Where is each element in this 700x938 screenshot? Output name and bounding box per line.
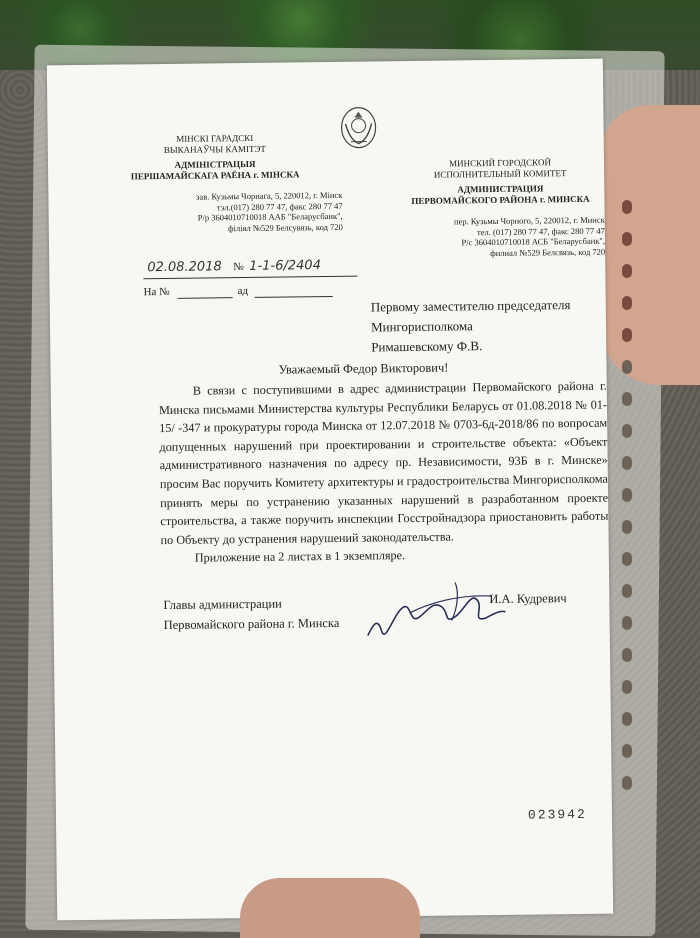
- left-address-line4: філіял №529 Белсувязь, код 720: [227, 221, 343, 233]
- addressee-line2: Мингорисполкома: [370, 318, 473, 335]
- left-header-line3: АДМІНІСТРАЦЫЯ: [174, 158, 256, 170]
- hand-thumb-right: [600, 105, 700, 385]
- reply-from-label: ад: [237, 284, 249, 298]
- belarus-emblem-icon: [339, 105, 378, 149]
- right-address-line2: тел. (017) 280 77 47, факс 280 77 47: [476, 225, 605, 237]
- right-address-line1: пер. Кузьмы Чорного, 5, 220012, г. Минск: [453, 214, 605, 227]
- handwritten-signature: [359, 572, 510, 644]
- reply-number-line: [178, 297, 233, 299]
- body-paragraph: В связи с поступившими в адрес администрации Первомайского района г. Минска письмами Министерства культуры Республики Беларусь от 01.08.2018 № 01-15/ -347 и прокуратуры города Минска от 12.07.2018 № 0703-6д-2018/86 по вопросам допущенных нарушений при проектировании и строительстве объекта: «Объект административного назначения по адресу пр. Независимости, 93Б в г. Минске» просим Вас поручить Комитету архитектуры и градостроительства Мингорисполкома принять меры по устранению указанных нарушений в разработанном проекте строительства, а также поручить инспекции Госстройнадзора приостановить работы по Объекту до устранения нарушений законодательства.: [158, 378, 609, 547]
- right-header-line1: МИНСКИЙ ГОРОДСКОЙ: [449, 157, 551, 169]
- right-header: [400, 157, 601, 207]
- left-header-line2: ВЫКАНАЎЧЫ КАМІТЭТ: [163, 143, 266, 156]
- addressee-line1: Первому заместителю председателя: [370, 297, 571, 315]
- left-header-line1: МІНСКІ ГАРАДСКІ: [176, 132, 254, 144]
- hand-fingers-bottom: [240, 878, 420, 938]
- left-address-line3: Р/р 3604010710018 ААБ "Беларусбанк",: [197, 210, 343, 223]
- document-serial-number: 023942: [527, 806, 587, 823]
- right-address: [405, 215, 605, 259]
- signer-name: И.А. Кудревич: [489, 591, 567, 607]
- signer-title-line1: Главы администрации: [163, 596, 282, 613]
- letter-page: [47, 59, 613, 921]
- greeting: Уважаемый Федор Викторович!: [278, 360, 449, 377]
- registration-line: [143, 276, 357, 280]
- registration-date: 02.08.2018: [147, 259, 222, 276]
- letter-body: [159, 377, 609, 568]
- reply-to-label: На №: [143, 285, 170, 299]
- left-address-line2: тэл.(017) 280 77 47, факс 280 77 47: [216, 200, 343, 212]
- right-header-line4: ПЕРВОМАЙСКОГО РАЙОНА г. МИНСКА: [411, 193, 590, 206]
- right-address-line3: Р/с 3604010710018 АСБ "Беларусбанк",: [461, 235, 606, 248]
- right-address-line4: филиал №529 Белсвязь, код 720: [490, 246, 606, 258]
- left-header-line4: ПЕРШАМАЙСКАГА РАЁНА г. МІНСКА: [130, 169, 300, 182]
- left-address: [142, 190, 342, 234]
- addressee-line3: Римашевскому Ф.В.: [371, 338, 483, 355]
- left-address-line1: зав. Кузьмы Чорнага, 5, 220012, г. Мінск: [195, 189, 343, 202]
- signer-title-line2: Первомайского района г. Минска: [163, 615, 340, 633]
- sleeve-punch-holes: [618, 170, 638, 810]
- registration-number: 1-1-6/2404: [249, 258, 322, 274]
- registration-number-sign: №: [233, 261, 244, 274]
- left-header: [120, 132, 311, 182]
- right-header-line2: ИСПОЛНИТЕЛЬНЫЙ КОМИТЕТ: [433, 168, 567, 180]
- signer-title: [163, 593, 339, 635]
- reply-date-line: [255, 296, 333, 298]
- right-header-line3: АДМИНИСТРАЦИЯ: [457, 183, 544, 195]
- addressee-block: [371, 295, 571, 357]
- attachment-note: Приложение на 2 листах в 1 экземпляре.: [194, 548, 406, 565]
